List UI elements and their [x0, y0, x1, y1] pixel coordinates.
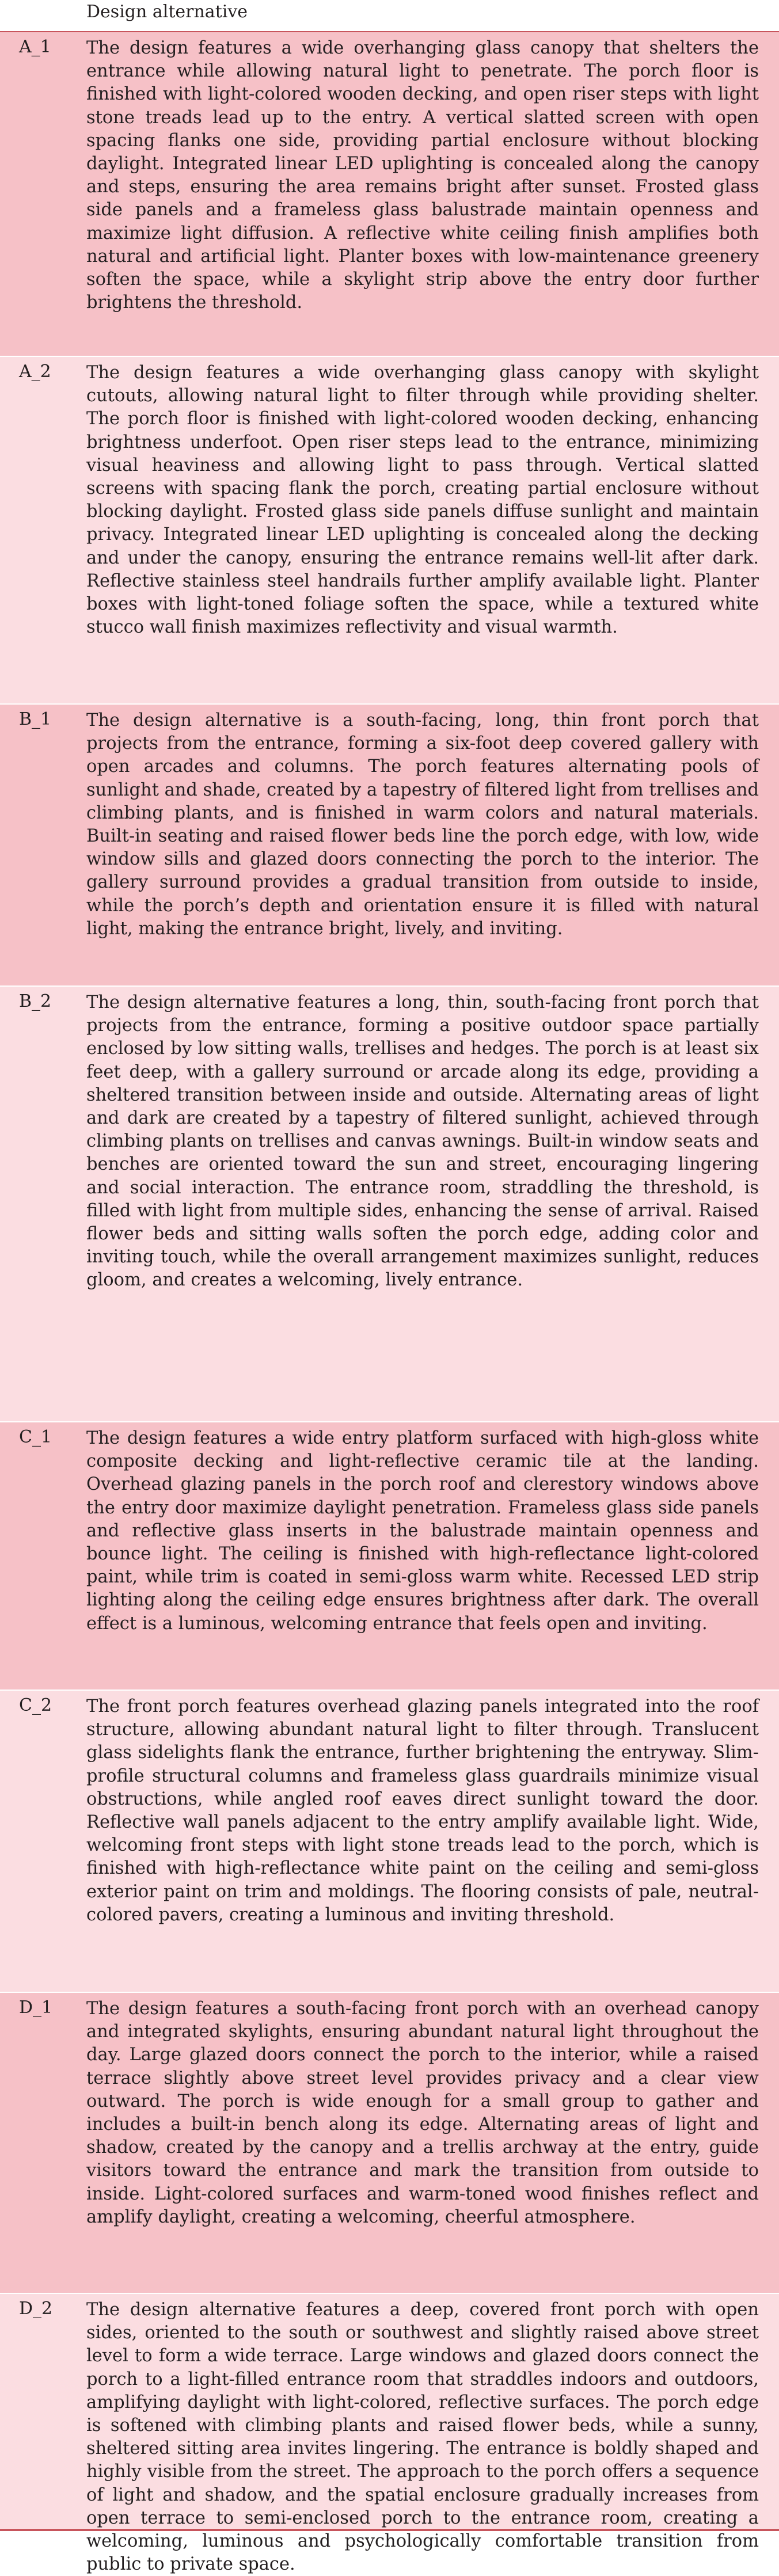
row-description: The front porch features overhead glazing panels integrated into the roof structure, allowing abundant natural light to filter through. Translucent glass sidelights flank the entrance, further brightening the entryway. Slim-profile structural columns and frameless glass guardrails minimize visual obstructions, while angled roof eaves direct sunlight toward the door. Reflective wall panels adjacent to the entry amplify available light. Wide, welcoming front steps with light stone treads lead to the porch, which is finished with high-reflectance white paint on the ceiling and semi-gloss exterior paint on trim and moldings. The flooring consists of pale, neutral-colored pavers, creating a luminous and inviting threshold.	[86, 1696, 759, 1925]
row-id: D_2	[19, 2299, 53, 2319]
row-id: B_2	[19, 991, 52, 1011]
table-header	[0, 0, 779, 32]
row-id: A_1	[19, 37, 51, 57]
row-description: The design features a south-facing front porch with an overhead canopy and integrated skylights, ensuring abundant natural light throughout the day. Large glazed doors connect the porch to the interior, while a raised terrace slightly above street level provides privacy and a clear view outward. The porch is wide enough for a small group to gather and includes a built-in bench along its edge. Alternating areas of light and shadow, created by the canopy and a trellis archway at the entry, guide visitors toward the entrance and mark the transition from outside to inside. Light-colored surfaces and warm-toned wood finishes reflect and amplify daylight, creating a welcoming, cheerful atmosphere.	[86, 1999, 759, 2227]
header-design-alternative: Design alternative	[86, 2, 248, 22]
row-id: A_2	[19, 362, 51, 382]
row-id: C_1	[19, 1427, 52, 1447]
table-bottom-rule	[0, 2529, 779, 2531]
table-row	[0, 357, 779, 705]
row-description: The design alternative is a south-facing, long, thin front porch that projects from the entrance, forming a six-foot deep covered gallery with open arcades and columns. The porch features alternating pools of sunlight and shade, created by a tapestry of filtered light from trellises and climbing plants, and is finished in warm colors and natural materials. Built-in seating and raised flower beds line the porch edge, with low, wide window sills and glazed doors connecting the porch to the interior. The gallery surround provides a gradual transition from outside to inside, while the porch’s depth and orientation ensure it is filled with natural light, making the entrance bright, lively, and inviting.	[86, 710, 759, 939]
row-description: The design features a wide overhanging glass canopy that shelters the entrance while allowing natural light to penetrate. The porch floor is finished with light-colored wooden decking, and open riser steps with light stone treads lead up to the entry. A vertical slatted screen with open spacing flanks one side, providing partial enclosure without blocking daylight. Integrated linear LED uplighting is concealed along the canopy and steps, ensuring the area remains bright after sunset. Frosted glass side panels and a frameless glass balustrade maintain openness and maximize light diffusion. A reflective white ceiling finish amplifies both natural and artificial light. Planter boxes with low-maintenance greenery soften the space, while a skylight strip above the entry door further brightens the threshold.	[86, 38, 759, 313]
table-row	[0, 2294, 779, 2575]
row-id: B_1	[19, 709, 52, 729]
row-description: The design features a wide overhanging glass canopy with skylight cutouts, allowing natural light to filter through while providing shelter. The porch floor is finished with light-colored wooden decking, enhancing brightness underfoot. Open riser steps lead to the entrance, minimizing visual heaviness and allowing light to pass through. Vertical slatted screens with spacing flank the porch, creating partial enclosure without blocking daylight. Frosted glass side panels diffuse sunlight and maintain privacy. Integrated linear LED uplighting is concealed along the decking and under the canopy, ensuring the entrance remains well-lit after dark. Reflective stainless steel handrails further amplify available light. Planter boxes with light-toned foliage soften the space, while a textured white stucco wall finish maximizes reflectivity and visual warmth.	[86, 363, 759, 638]
row-description: The design features a wide entry platform surfaced with high-gloss white composite decking and light-reflective ceramic tile at the landing. Overhead glazing panels in the porch roof and clerestory windows above the entry door maximize daylight penetration. Frameless glass side panels and reflective glass inserts in the balustrade maintain openness and bounce light. The ceiling is finished with high-reflectance light-colored paint, while trim is coated in semi-gloss warm white. Recessed LED strip lighting along the ceiling edge ensures brightness after dark. The overall effect is a luminous, welcoming entrance that feels open and inviting.	[86, 1428, 759, 1634]
table-row	[0, 32, 779, 357]
table-row	[0, 705, 779, 987]
table-row	[0, 1993, 779, 2294]
table-row	[0, 1691, 779, 1993]
row-id: D_1	[19, 1997, 53, 2018]
table-row	[0, 1422, 779, 1691]
row-description: The design alternative features a deep, covered front porch with open sides, oriented to the south or southwest and slightly raised above street level to form a wide terrace. Large windows and glazed doors connect the porch to a light-filled entrance room that straddles indoors and outdoors, amplifying daylight with light-colored, reflective surfaces. The porch edge is softened with climbing plants and raised flower beds, while a sunny, sheltered sitting area invites lingering. The entrance is boldly shaped and highly visible from the street. The approach to the porch offers a sequence of light and shadow, and the spatial enclosure gradually increases from open terrace to semi-enclosed porch to the entrance room, creating a welcoming, luminous and psychologically comfortable transition from public to private space.	[86, 2300, 759, 2575]
table-row	[0, 987, 779, 1422]
row-id: C_2	[19, 1695, 52, 1715]
row-description: The design alternative features a long, thin, south-facing front porch that projects from the entrance, forming a positive outdoor space partially enclosed by low sitting walls, trellises and hedges. The porch is at least six feet deep, with a gallery surround or arcade along its edge, providing a sheltered transition between inside and outside. Alternating areas of light and dark are created by a tapestry of filtered sunlight, achieved through climbing plants on trellises and canvas awnings. Built-in window seats and benches are oriented toward the sun and street, encouraging lingering and social interaction. The entrance room, straddling the threshold, is filled with light from multiple sides, enhancing the sense of arrival. Raised flower beds and sitting walls soften the porch edge, adding color and inviting touch, while the overall arrangement maximizes sunlight, reduces gloom, and creates a welcoming, lively entrance.	[86, 992, 759, 1291]
